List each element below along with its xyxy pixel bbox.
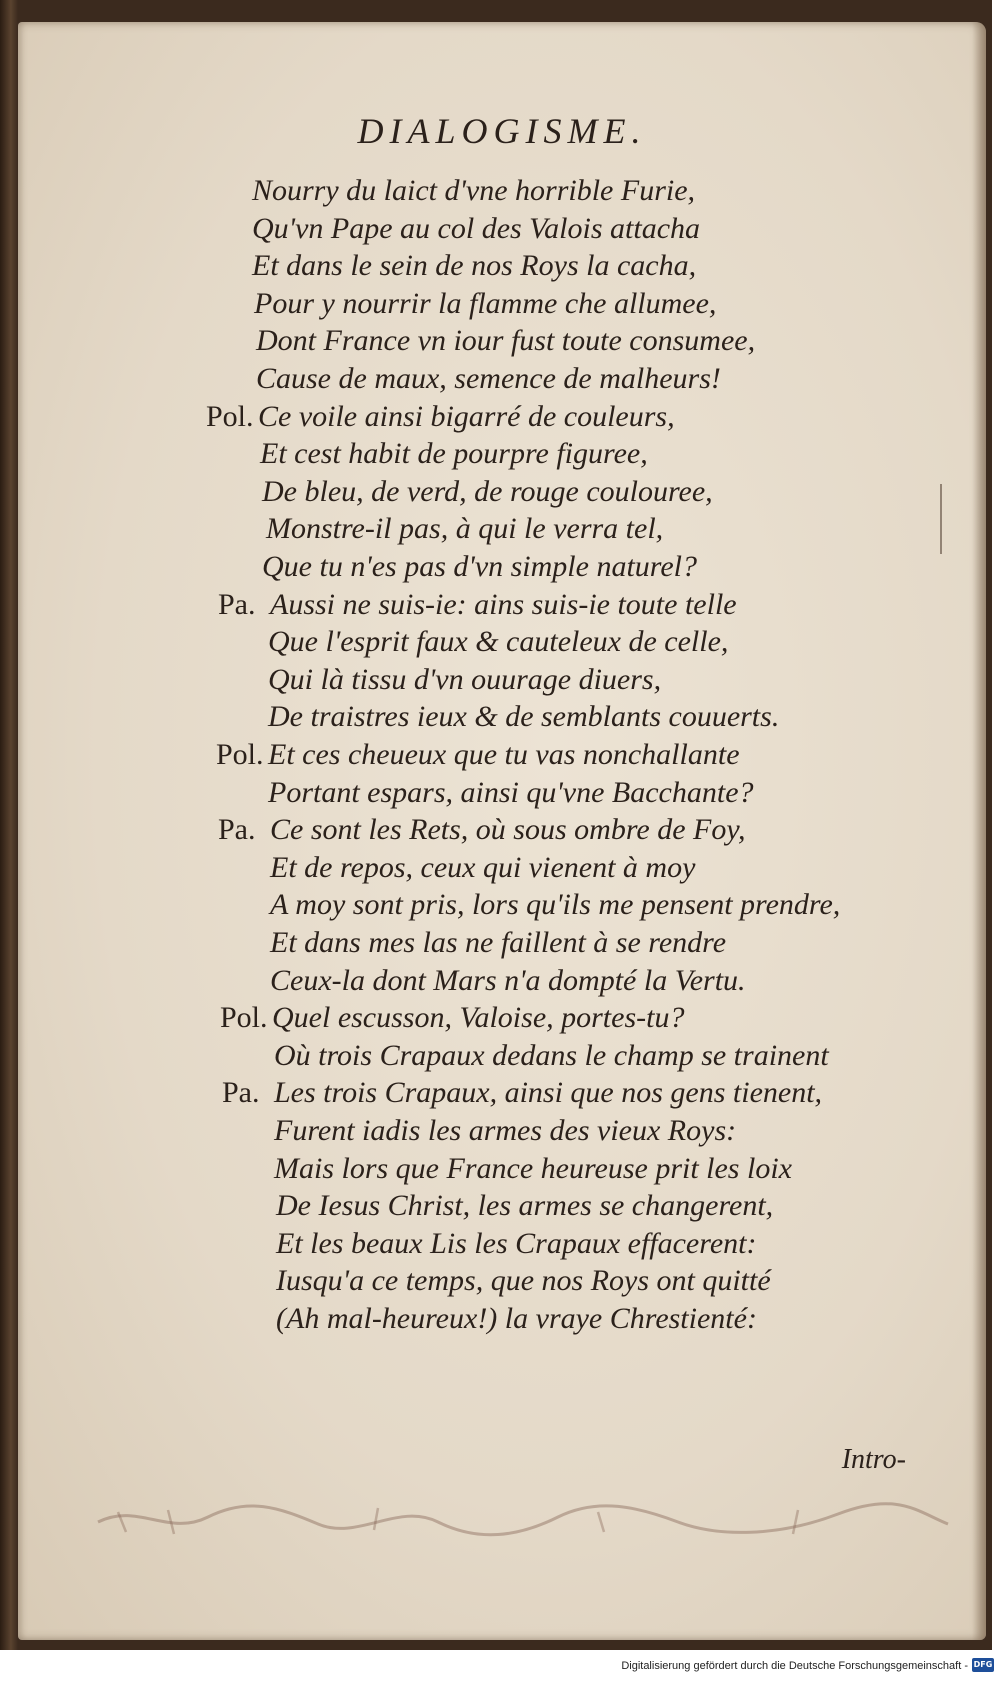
verse-text: Que l'esprit faux & cauteleux de celle,: [268, 625, 729, 659]
verse-text: Les trois Crapaux, ainsi que nos gens tienent,: [274, 1076, 823, 1110]
verse-line: [18, 249, 986, 289]
verse-line: [18, 475, 986, 515]
verse-text: De traistres ieux & de semblants couuerts.: [268, 700, 780, 734]
speaker-label: Pa.: [218, 813, 256, 847]
verse-line: [18, 1302, 986, 1342]
verse-text: Portant espars, ainsi qu'vne Bacchante?: [268, 775, 754, 809]
verse-text: Ce voile ainsi bigarré de couleurs,: [258, 399, 675, 433]
verse-text: Qu'vn Pape au col des Valois attacha: [252, 211, 701, 245]
verse-line: [18, 287, 986, 327]
verse-line: [18, 362, 986, 402]
verse-line: [18, 1114, 986, 1154]
verse-line: [18, 776, 986, 816]
verse-text: Et ces cheueux que tu vas nonchallante: [268, 738, 740, 771]
verse-line: [18, 964, 986, 1004]
verse-text: A moy sont pris, lors qu'ils me pensent prendre,: [270, 888, 841, 922]
verse-text: Et cest habit de pourpre figuree,: [260, 437, 648, 471]
speaker-label: Pol.: [216, 738, 264, 771]
verse-line: [18, 625, 986, 665]
verse-text: Et dans mes las ne faillent à se rendre: [270, 926, 727, 959]
book-spine-edge: [0, 0, 18, 1650]
verse-line: [18, 1227, 986, 1267]
verse-text: Et de repos, ceux qui vienent à moy: [270, 850, 696, 884]
verse-line: [18, 437, 986, 477]
verse-line: [18, 400, 986, 440]
verse-line: [18, 512, 986, 552]
verse-text: (Ah mal-heureux!) la vraye Chrestienté:: [276, 1302, 757, 1335]
verse-line: [18, 888, 986, 928]
verse-line: [18, 1152, 986, 1192]
speaker-label: Pa.: [218, 587, 256, 621]
running-header: DIALOGISME.: [357, 111, 647, 151]
verse-text: De Iesus Christ, les armes se changerent,: [276, 1189, 774, 1223]
verse-text: Dont France vn iour fust toute consumee,: [256, 324, 756, 358]
book-page: [18, 22, 986, 1640]
verse-line: [18, 700, 986, 740]
verse-line: [18, 738, 986, 778]
verse-line: [18, 663, 986, 703]
verse-text: Que tu n'es pas d'vn simple naturel?: [262, 550, 697, 583]
verse-text: Ce sont les Rets, où sous ombre de Foy,: [270, 813, 746, 847]
verse-text: De bleu, de verd, de rouge coulouree,: [262, 474, 713, 508]
verse-text: Pour y nourrir la flamme che allumee,: [254, 286, 717, 320]
verse-line: [18, 1039, 986, 1079]
handwritten-annotation: [78, 1482, 958, 1552]
verse-line: [18, 1264, 986, 1304]
verse-line: [18, 1001, 986, 1041]
verse-line: [18, 926, 986, 966]
verse-line: [18, 550, 986, 590]
speaker-label: Pa.: [222, 1076, 260, 1110]
margin-mark: [940, 484, 942, 554]
verse-text: Monstre-il pas, à qui le verra tel,: [266, 512, 664, 546]
catchword: Intro-: [841, 1444, 906, 1475]
verse-line: [18, 324, 986, 364]
verse-text: Quel escusson, Valoise, portes-tu?: [272, 1001, 685, 1035]
verse-line: [18, 813, 986, 853]
footer-credit: Digitalisierung gefördert durch die Deutsche Forschungsgemeinschaft -: [621, 1660, 968, 1672]
speaker-label: Pol.: [206, 399, 254, 433]
verse-text: Aussi ne suis-ie: ains suis-ie toute telle: [270, 587, 737, 621]
verse-line: [18, 174, 986, 214]
verse-text: Et les beaux Lis les Crapaux effacerent:: [276, 1226, 757, 1260]
verse-text: Et dans le sein de nos Roys la cacha,: [252, 249, 697, 283]
verse-line: [18, 212, 986, 252]
verse-text: Mais lors que France heureuse prit les loix: [274, 1151, 792, 1185]
verse-text: Ceux-la dont Mars n'a dompté la Vertu.: [270, 963, 746, 997]
verse-line: [18, 1076, 986, 1116]
verse-text: Iusqu'a ce temps, que nos Roys ont quitté: [276, 1264, 771, 1298]
verse-line: [18, 588, 986, 628]
speaker-label: Pol.: [220, 1001, 268, 1035]
verse-text: Nourry du laict d'vne horrible Furie,: [252, 174, 696, 207]
verse-text: Cause de maux, semence de malheurs!: [256, 362, 721, 395]
verse-text: Furent iadis les armes des vieux Roys:: [274, 1114, 737, 1147]
verse-text: Qui là tissu d'vn ouurage diuers,: [268, 662, 662, 696]
verse-line: [18, 851, 986, 891]
dfg-logo: DFG: [972, 1658, 994, 1672]
verse-text: Où trois Crapaux dedans le champ se trainent: [274, 1038, 829, 1072]
verse-line: [18, 1189, 986, 1229]
